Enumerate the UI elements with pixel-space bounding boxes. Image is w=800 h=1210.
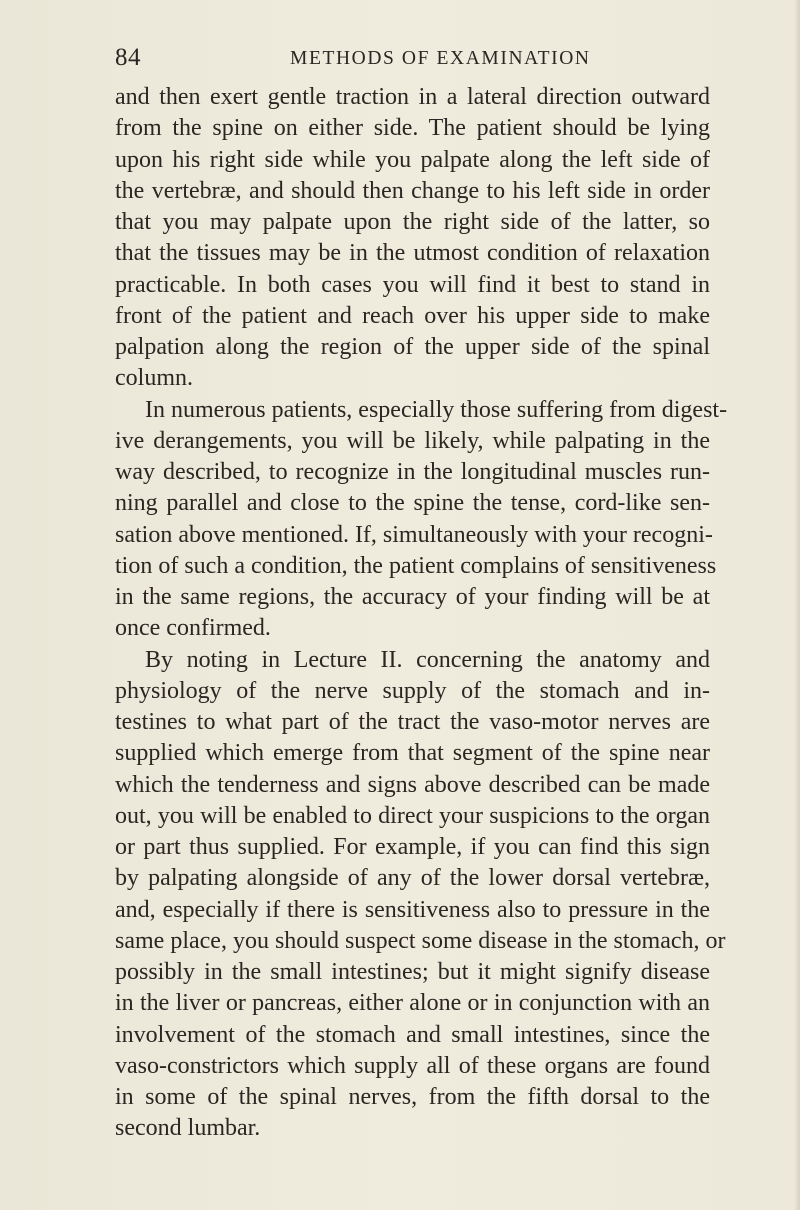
text-line: ive derangements, you will be likely, while palpating in the [115, 427, 710, 454]
text-line: which the tenderness and signs above described can be made [115, 771, 710, 798]
text-line: out, you will be enabled to direct your suspicions to the organ [115, 802, 710, 829]
text-line: that you may palpate upon the right side of the latter, so [115, 209, 710, 235]
text-line: supplied which emerge from that segment of the spine near [115, 740, 710, 767]
text-line: and, especially if there is sensitiveness also to pressure in the [115, 896, 710, 923]
text-line: practicable. In both cases you will find it best to stand in [115, 271, 710, 298]
body-text [115, 82, 728, 1145]
text-line: involvement of the stomach and small intestines, since the [115, 1021, 710, 1048]
text-line: or part thus supplied. For example, if you can find this sign [115, 834, 710, 860]
paragraph [115, 645, 726, 1145]
page-number: 84 [115, 44, 141, 71]
text-line: By noting in Lecture II. concerning the anatomy and [145, 646, 710, 673]
text-line: column. [115, 365, 193, 392]
text-line: the vertebræ, and should then change to his left side in order [115, 177, 710, 204]
text-line: in the same regions, the accuracy of your finding will be at [115, 584, 710, 610]
running-head [115, 44, 710, 78]
text-line: upon his right side while you palpate along the left side of [115, 146, 710, 173]
text-line: once confirmed. [115, 615, 271, 642]
paragraph [115, 82, 710, 395]
text-line: in the liver or pancreas, either alone or in conjunction with an [115, 990, 710, 1017]
text-line: tion of such a condition, the patient complains of sensitiveness [115, 552, 717, 579]
text-line: vaso-constrictors which supply all of these organs are found [115, 1052, 710, 1079]
text-line: front of the patient and reach over his upper side to make [115, 302, 710, 329]
text-line: in some of the spinal nerves, from the fifth dorsal to the [115, 1084, 710, 1110]
text-line: from the spine on either side. The patient should be lying [115, 115, 710, 142]
text-line: testines to what part of the tract the vaso-motor nerves are [115, 709, 710, 735]
text-line: by palpating alongside of any of the lower dorsal vertebræ, [115, 865, 710, 892]
text-line: ning parallel and close to the spine the tense, cord-like sen- [115, 490, 710, 517]
text-line: In numerous patients, especially those suffering from digest- [145, 396, 728, 423]
text-line: that the tissues may be in the utmost condition of relaxation [115, 240, 710, 267]
text-line: way described, to recognize in the longitudinal muscles run- [115, 459, 710, 485]
text-line: and then exert gentle traction in a lateral direction outward [115, 84, 710, 110]
page-edge-shadow [794, 0, 800, 1210]
text-line: physiology of the nerve supply of the stomach and in- [115, 677, 710, 704]
text-line: possibly in the small intestines; but it might signify disease [115, 959, 710, 985]
running-head-title: METHODS OF EXAMINATION [290, 48, 591, 69]
text-line: same place, you should suspect some disease in the stomach, or [115, 927, 726, 954]
text-line: sation above mentioned. If, simultaneously with your recogni- [115, 521, 713, 548]
paragraph [115, 395, 728, 645]
text-line: palpation along the region of the upper side of the spinal [115, 334, 710, 360]
text-line: second lumbar. [115, 1115, 261, 1142]
